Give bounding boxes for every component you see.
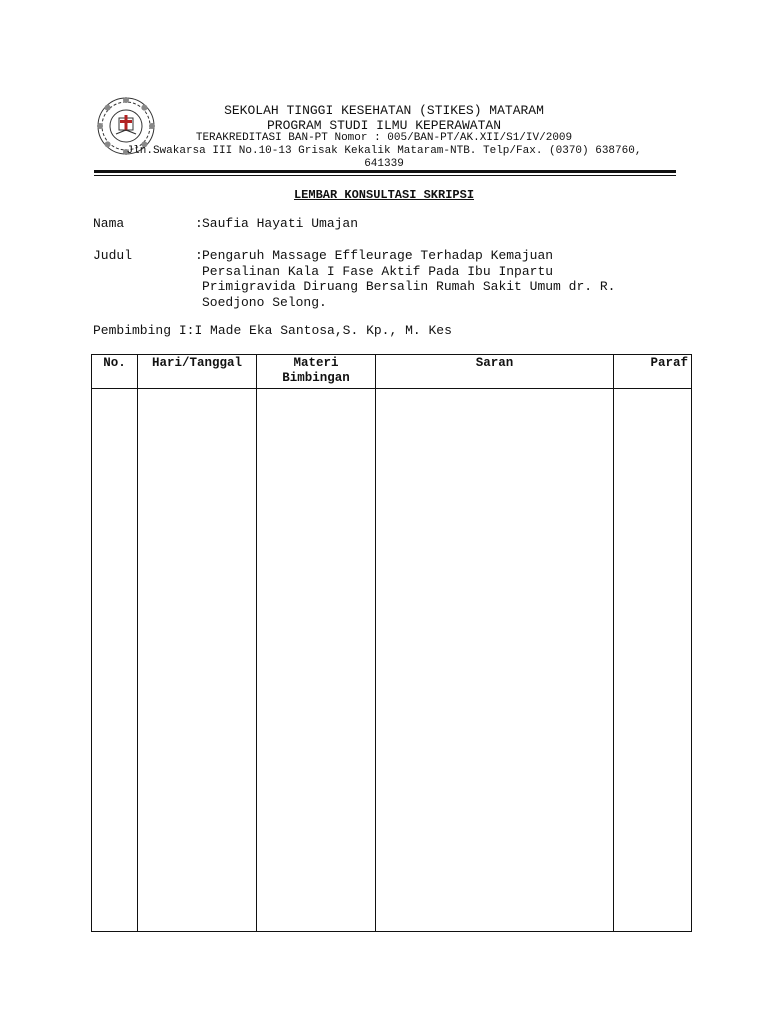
header-divider: [94, 170, 676, 173]
judul-line: Primigravida Diruang Bersalin Rumah Sakit Umum dr. R.: [202, 279, 616, 294]
cell-material: [257, 389, 376, 932]
table-row: [92, 389, 692, 932]
institution-name: SEKOLAH TINGGI KESEHATAN (STIKES) MATARAM: [224, 103, 544, 118]
col-header-material: Materi Bimbingan: [257, 355, 376, 389]
header-divider-thin: [94, 175, 676, 176]
accreditation-text: TERAKREDITASI BAN-PT Nomor : 005/BAN-PT/AK.XII/S1/IV/2009: [195, 132, 573, 144]
nama-colon: :: [195, 216, 203, 231]
judul-label: Judul: [93, 248, 133, 263]
col-header-signature: Paraf: [614, 355, 692, 389]
judul-line: Soedjono Selong.: [202, 294, 327, 310]
nama-value: Saufia Hayati Umajan: [202, 216, 359, 231]
pembimbing-colon: :: [186, 323, 195, 338]
cell-date: [138, 389, 257, 932]
pembimbing-label: Pembimbing I: [93, 323, 187, 338]
col-header-advice: Saran: [376, 355, 614, 389]
pembimbing-value: I Made Eka Santosa,S. Kp., M. Kes: [194, 323, 452, 338]
nama-label: Nama: [93, 216, 125, 231]
document-title: LEMBAR KONSULTASI SKRIPSI: [293, 188, 475, 202]
consultation-table: [91, 354, 692, 932]
cell-advice: [376, 389, 614, 932]
cell-signature: [614, 389, 692, 932]
address-text: Jln.Swakarsa III No.10-13 Grisak Kekalik Mataram-NTB. Telp/Fax. (0370) 638760, 641339: [126, 145, 642, 170]
col-header-date: Hari/Tanggal: [138, 355, 257, 389]
table-header-row: [92, 355, 692, 389]
cell-no: [92, 389, 138, 932]
judul-value: [202, 248, 672, 310]
judul-line: Pengaruh Massage Effleurage Terhadap Kemajuan: [202, 248, 554, 263]
judul-line: Persalinan Kala I Fase Aktif Pada Ibu Inpartu: [202, 263, 554, 279]
program-name: PROGRAM STUDI ILMU KEPERAWATAN: [266, 118, 502, 133]
col-header-no: No.: [92, 355, 138, 389]
judul-colon: :: [195, 248, 203, 263]
pembimbing-row: [93, 323, 452, 338]
